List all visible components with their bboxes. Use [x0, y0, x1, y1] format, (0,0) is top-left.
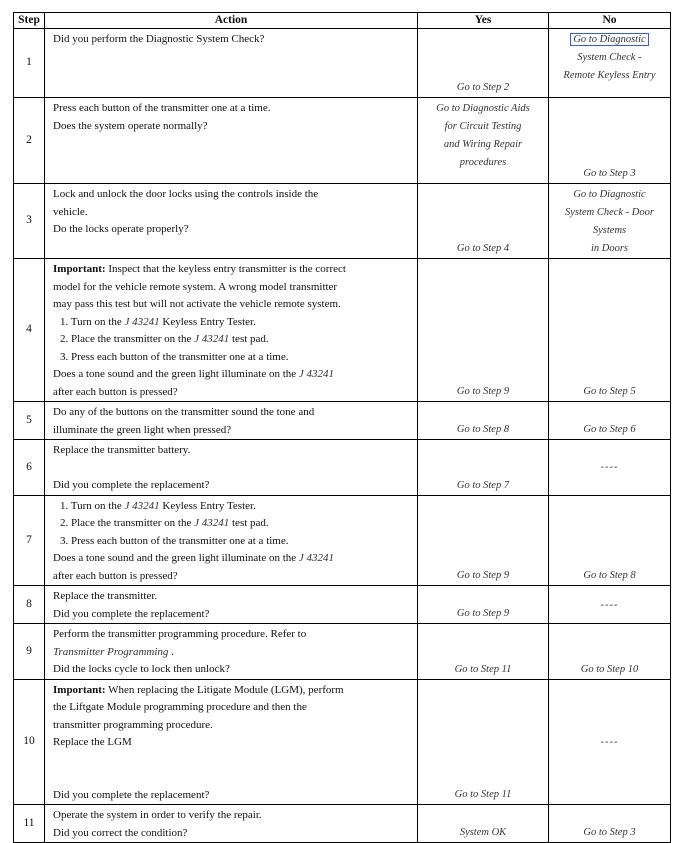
header-action: Action: [45, 13, 418, 29]
yes-cell: [418, 679, 549, 805]
tool-ref[interactable]: J 43241: [298, 368, 335, 380]
yes-goto[interactable]: Go to Step 2: [456, 82, 510, 93]
header-yes: Yes: [418, 13, 549, 29]
step-number: 1: [14, 29, 45, 98]
list-item: 2. Place the transmitter on the J 43241 test pad.: [60, 517, 269, 529]
no-cell: [549, 679, 671, 805]
table-row: [14, 259, 671, 402]
no-cell: Go to Diagnostic System Check - Door Systems in Doors: [549, 184, 671, 259]
step-number: 2: [14, 98, 45, 184]
action-cell: Press each button of the transmitter one at a time. Does the system operate normally?: [45, 98, 418, 184]
action-cell: Lock and unlock the door locks using the controls inside the vehicle. Do the locks operate properly?: [45, 184, 418, 259]
list-item: 3. Press each button of the transmitter one at a time.: [60, 350, 289, 363]
no-cell: [549, 805, 671, 843]
yes-cell: [418, 402, 549, 440]
step-number: 6: [14, 440, 45, 496]
table-row: [14, 402, 671, 440]
tool-ref[interactable]: J 43241: [124, 499, 160, 512]
header-no: No: [549, 13, 671, 29]
no-cell: [549, 495, 671, 586]
table-row: [14, 586, 671, 624]
yes-link-diagnostic-aids[interactable]: Go to Diagnostic Aids: [436, 103, 530, 114]
no-goto[interactable]: Go to Step 6: [583, 424, 636, 435]
yes-cell: [418, 29, 549, 98]
action-cell: Replace the transmitter battery. Did you complete the replacement?: [45, 440, 418, 496]
yes-goto[interactable]: Go to Step 4: [456, 243, 510, 254]
no-empty-dash: ----: [600, 598, 619, 610]
action-cell: Important: When replacing the Litigate Module (LGM), perform the Liftgate Module programming procedure and then the transmitter programming procedure. Replace the LGM Did you complete the replacement?: [45, 679, 418, 805]
header-row: [14, 13, 671, 29]
transmitter-programming-link[interactable]: Transmitter Programming: [53, 645, 169, 658]
action-cell: Did you perform the Diagnostic System Check?: [45, 29, 418, 98]
yes-cell: [418, 586, 549, 624]
list-item: 1. Turn on the J 43241 Keyless Entry Tester.: [60, 315, 256, 328]
tool-ref[interactable]: J 43241: [298, 552, 335, 564]
yes-goto[interactable]: Go to Step 9: [456, 570, 510, 581]
yes-cell: [418, 440, 549, 496]
table-row: [14, 495, 671, 586]
tool-ref[interactable]: J 43241: [194, 517, 230, 529]
no-cell: [549, 402, 671, 440]
tool-ref[interactable]: J 43241: [124, 315, 160, 328]
yes-cell: [418, 495, 549, 586]
step-number: 5: [14, 402, 45, 440]
important-label: Important:: [53, 683, 106, 696]
no-empty-dash: ----: [600, 461, 619, 473]
yes-goto[interactable]: Go to Step 9: [456, 608, 510, 619]
step-number: 8: [14, 586, 45, 624]
no-link-door-systems[interactable]: Go to Diagnostic: [573, 189, 646, 200]
diagnostic-table-document: [13, 12, 670, 843]
yes-cell: [418, 624, 549, 680]
table-row: [14, 624, 671, 680]
yes-goto[interactable]: Go to Step 11: [454, 663, 512, 675]
no-goto[interactable]: Go to Step 3: [583, 168, 636, 179]
yes-goto[interactable]: Go to Step 8: [456, 424, 510, 435]
yes-goto[interactable]: Go to Step 7: [456, 479, 510, 491]
no-cell: [549, 440, 671, 496]
action-cell: 1. Turn on the J 43241 Keyless Entry Tester. 2. Place the transmitter on the J 43241 test pad. 3. Press each button of the transmitter one at a time. Does a tone sound and the green light illuminate on the J 43241 after each button is pressed?: [45, 495, 418, 586]
table-row: [14, 98, 671, 184]
step-number: 7: [14, 495, 45, 586]
diagnostic-table: [13, 12, 671, 843]
step-number: 9: [14, 624, 45, 680]
important-label: Important:: [53, 263, 106, 275]
no-goto[interactable]: Go to Step 8: [583, 570, 636, 581]
no-cell: Go to Diagnostic System Check - Remote Keyless Entry: [549, 29, 671, 98]
action-cell: Perform the transmitter programming procedure. Refer to Transmitter Programming . Did the locks cycle to lock then unlock?: [45, 624, 418, 680]
step-number: 3: [14, 184, 45, 259]
no-empty-dash: ----: [600, 736, 619, 747]
yes-goto[interactable]: Go to Step 11: [454, 789, 512, 800]
yes-result: System OK: [459, 827, 507, 838]
list-item: 2. Place the transmitter on the J 43241 test pad.: [60, 333, 269, 345]
no-goto[interactable]: Go to Step 5: [583, 386, 636, 397]
no-goto[interactable]: Go to Step 3: [583, 827, 636, 838]
step-number: 4: [14, 259, 45, 402]
yes-cell: [418, 184, 549, 259]
action-cell: Replace the transmitter. Did you complete the replacement?: [45, 586, 418, 624]
action-cell: Important: Inspect that the keyless entry transmitter is the correct model for the vehicle remote system. A wrong model transmitter may pass this test but will not activate the vehicle remote system. 1. Turn on the J 43241 Keyless Entry Tester. 2. Place the transmitter on the J 43241 test pad. 3. Press each button of the transmitter one at a time. Does a tone sound and the green light illuminate on the J 43241 after each button is pressed?: [45, 259, 418, 402]
table-row: [14, 679, 671, 805]
yes-goto[interactable]: Go to Step 9: [456, 386, 510, 397]
action-cell: Operate the system in order to verify the repair. Did you correct the condition?: [45, 805, 418, 843]
no-goto[interactable]: Go to Step 10: [580, 663, 639, 675]
yes-cell: Go to Diagnostic Aids for Circuit Testing and Wiring Repair procedures: [418, 98, 549, 184]
list-item: 1. Turn on the J 43241 Keyless Entry Tester.: [60, 499, 256, 512]
action-cell: Do any of the buttons on the transmitter sound the tone and illuminate the green light when pressed?: [45, 402, 418, 440]
table-row: [14, 184, 671, 259]
step-number: 10: [14, 679, 45, 805]
yes-cell: [418, 805, 549, 843]
no-cell: [549, 586, 671, 624]
no-link-diagnostic-system-check[interactable]: Go to Diagnostic: [570, 33, 648, 46]
tool-ref[interactable]: J 43241: [194, 333, 230, 345]
list-item: 3. Press each button of the transmitter one at a time.: [60, 534, 289, 547]
no-cell: [549, 259, 671, 402]
table-row: [14, 805, 671, 843]
yes-cell: [418, 259, 549, 402]
no-cell: [549, 624, 671, 680]
header-step: Step: [14, 13, 45, 29]
no-cell: [549, 98, 671, 184]
table-row: [14, 440, 671, 496]
step-number: 11: [14, 805, 45, 843]
table-row: [14, 29, 671, 98]
